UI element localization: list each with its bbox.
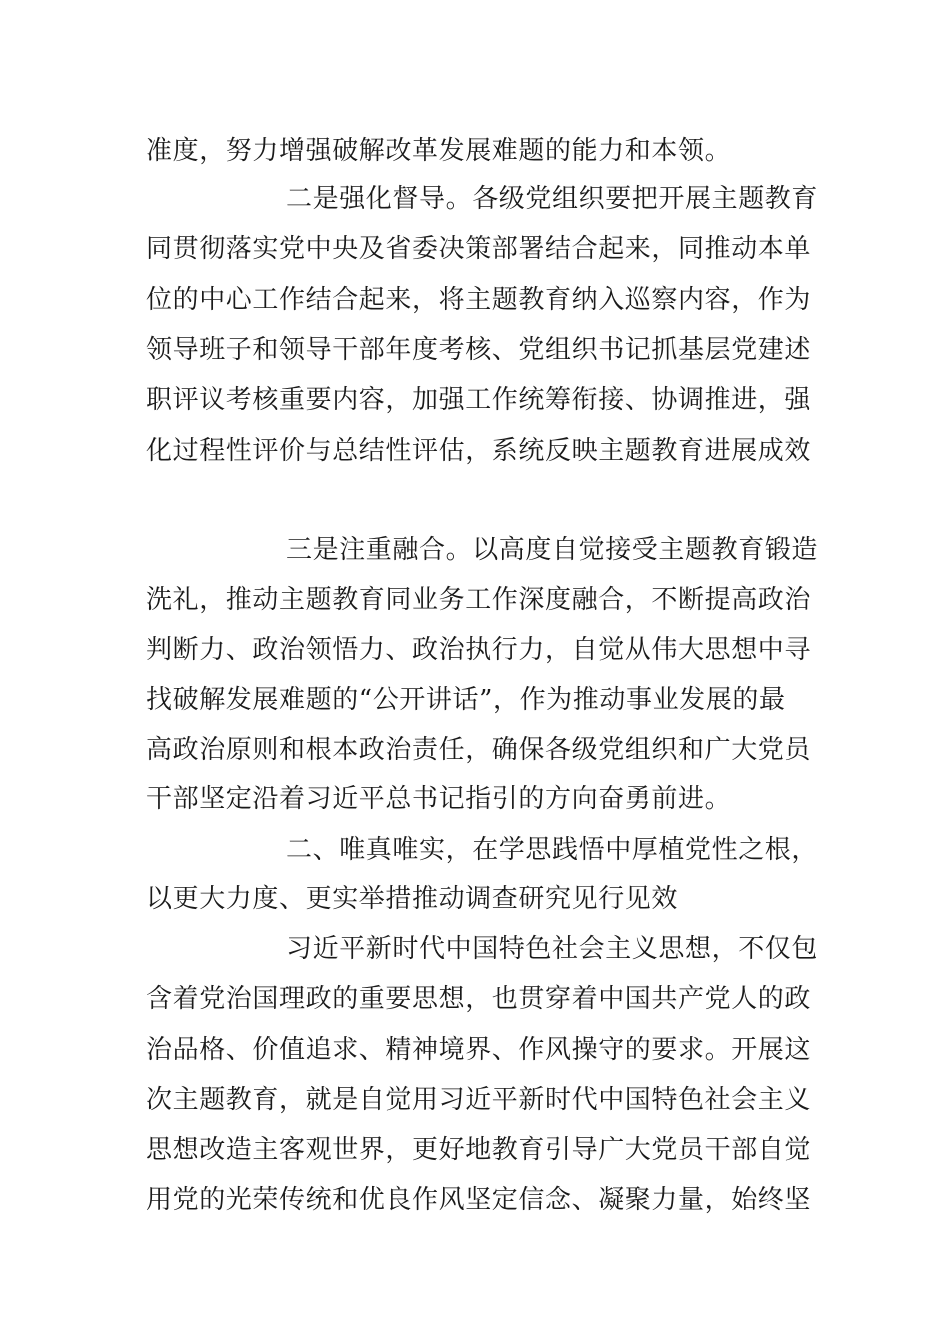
- text-line-7: 化过程性评价与总结性评估，系统反映主题教育进展成效: [146, 436, 812, 466]
- section-heading-line-1: 二、唯真唯实，在学思践悟中厚植党性之根，: [286, 835, 819, 865]
- paragraph-lead-line-8: 三是注重融合。以高度自觉接受主题教育锻造: [286, 535, 819, 565]
- text-line-11: 找破解发展难题的“公开讲话”，作为推动事业发展的最: [146, 685, 786, 715]
- text-line-4: 位的中心工作结合起来，将主题教育纳入巡察内容，作为: [146, 285, 812, 315]
- text-line-1: 准度，努力增强破解改革发展难题的能力和本领。: [146, 136, 732, 166]
- text-line-20: 思想改造主客观世界，更好地教育引导广大党员干部自觉: [146, 1135, 812, 1165]
- text-line-6: 职评议考核重要内容，加强工作统筹衔接、协调推进，强: [146, 385, 812, 415]
- section-heading-line-2: 以更大力度、更实举措推动调查研究见行见效: [146, 884, 679, 914]
- text-line-3: 同贯彻落实党中央及省委决策部署结合起来，同推动本单: [146, 234, 812, 264]
- text-line-13: 干部坚定沿着习近平总书记指引的方向奋勇前进。: [146, 784, 732, 814]
- paragraph-lead-line-2: 二是强化督导。各级党组织要把开展主题教育: [286, 184, 819, 214]
- text-line-9: 洗礼，推动主题教育同业务工作深度融合，不断提高政治: [146, 585, 812, 615]
- text-line-5: 领导班子和领导干部年度考核、党组织书记抓基层党建述: [146, 335, 812, 365]
- paragraph-lead-line-16: 习近平新时代中国特色社会主义思想，不仅包: [286, 934, 819, 964]
- text-line-19: 次主题教育，就是自觉用习近平新时代中国特色社会主义: [146, 1085, 812, 1115]
- text-line-10: 判断力、政治领悟力、政治执行力，自觉从伟大思想中寻: [146, 635, 812, 665]
- text-line-17: 含着党治国理政的重要思想，也贯穿着中国共产党人的政: [146, 984, 812, 1014]
- text-line-12: 高政治原则和根本政治责任，确保各级党组织和广大党员: [146, 735, 812, 765]
- text-line-18: 治品格、价值追求、精神境界、作风操守的要求。开展这: [146, 1035, 812, 1065]
- text-line-21: 用党的光荣传统和优良作风坚定信念、凝聚力量，始终坚: [146, 1185, 812, 1215]
